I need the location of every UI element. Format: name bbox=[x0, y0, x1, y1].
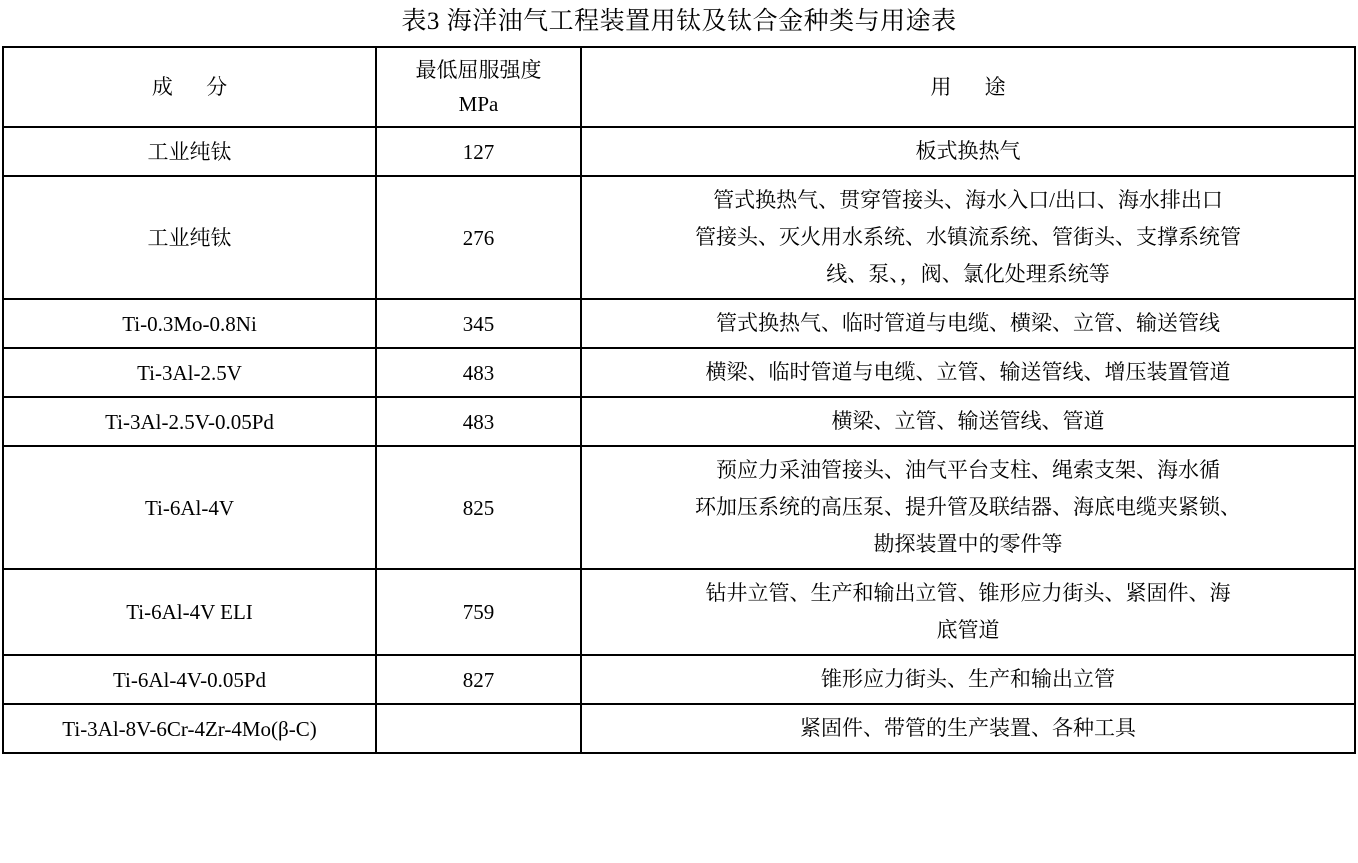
cell-usage bbox=[581, 348, 1355, 397]
cell-strength: 483 bbox=[376, 348, 581, 397]
cell-usage bbox=[581, 299, 1355, 348]
header-composition bbox=[3, 47, 376, 127]
titanium-alloy-table bbox=[2, 46, 1356, 754]
table-row bbox=[3, 127, 1355, 176]
table-row bbox=[3, 348, 1355, 397]
usage-line: 板式换热气 bbox=[915, 139, 1021, 163]
header-composition-label: 成 分 bbox=[151, 75, 242, 99]
cell-composition: Ti-3Al-8V-6Cr-4Zr-4Mo(β-C) bbox=[3, 704, 376, 753]
table-row bbox=[3, 176, 1355, 299]
table-row bbox=[3, 569, 1355, 655]
usage-line: 横梁、临时管道与电缆、立管、输送管线、增压装置管道 bbox=[705, 360, 1231, 384]
usage-line: 管接头、灭火用水系统、水镇流系统、管街头、支撑系统管 bbox=[695, 225, 1241, 249]
usage-line: 线、泵、，阀、氯化处理系统等 bbox=[826, 262, 1110, 286]
cell-composition: 工业纯钛 bbox=[3, 176, 376, 299]
usage-line: 横梁、立管、输送管线、管道 bbox=[831, 409, 1105, 433]
cell-composition: Ti-6Al-4V bbox=[3, 446, 376, 569]
usage-line: 环加压系统的高压泵、提升管及联结器、海底电缆夹紧锁、 bbox=[695, 495, 1241, 519]
usage-line: 管式换热气、临时管道与电缆、横梁、立管、输送管线 bbox=[716, 311, 1220, 335]
usage-line: 紧固件、带管的生产装置、各种工具 bbox=[800, 716, 1136, 740]
table-row bbox=[3, 397, 1355, 446]
cell-usage bbox=[581, 397, 1355, 446]
usage-line: 勘探装置中的零件等 bbox=[873, 532, 1063, 556]
cell-composition: Ti-3Al-2.5V-0.05Pd bbox=[3, 397, 376, 446]
header-yield-strength-line1: 最低屈服强度 bbox=[415, 58, 542, 82]
usage-line: 预应力采油管接头、油气平台支柱、绳索支架、海水循 bbox=[716, 458, 1220, 482]
cell-usage bbox=[581, 176, 1355, 299]
table-row bbox=[3, 446, 1355, 569]
cell-composition: Ti-6Al-4V ELI bbox=[3, 569, 376, 655]
usage-line: 底管道 bbox=[936, 618, 1000, 642]
table-row bbox=[3, 704, 1355, 753]
cell-composition: 工业纯钛 bbox=[3, 127, 376, 176]
cell-composition: Ti-6Al-4V-0.05Pd bbox=[3, 655, 376, 704]
cell-strength: 483 bbox=[376, 397, 581, 446]
usage-line: 锥形应力街头、生产和输出立管 bbox=[821, 667, 1115, 691]
cell-composition: Ti-3Al-2.5V bbox=[3, 348, 376, 397]
table-row bbox=[3, 655, 1355, 704]
cell-strength bbox=[376, 704, 581, 753]
header-yield-strength-unit: MPa bbox=[458, 92, 499, 116]
usage-line: 管式换热气、贯穿管接头、海水入口/出口、海水排出口 bbox=[713, 188, 1223, 212]
table-title: 表3 海洋油气工程装置用钛及钛合金种类与用途表 bbox=[401, 8, 957, 35]
table-row bbox=[3, 299, 1355, 348]
table-body bbox=[3, 47, 1355, 753]
cell-strength: 127 bbox=[376, 127, 581, 176]
cell-strength: 276 bbox=[376, 176, 581, 299]
cell-strength: 827 bbox=[376, 655, 581, 704]
cell-composition: Ti-0.3Mo-0.8Ni bbox=[3, 299, 376, 348]
cell-usage bbox=[581, 569, 1355, 655]
cell-usage bbox=[581, 127, 1355, 176]
cell-strength: 345 bbox=[376, 299, 581, 348]
table-header-row bbox=[3, 47, 1355, 127]
cell-strength: 759 bbox=[376, 569, 581, 655]
cell-strength: 825 bbox=[376, 446, 581, 569]
header-yield-strength bbox=[376, 47, 581, 127]
header-usage-label: 用 途 bbox=[930, 75, 1020, 99]
usage-line: 钻井立管、生产和输出立管、锥形应力街头、紧固件、海 bbox=[705, 581, 1231, 605]
cell-usage bbox=[581, 704, 1355, 753]
cell-usage bbox=[581, 655, 1355, 704]
header-usage bbox=[581, 47, 1355, 127]
cell-usage bbox=[581, 446, 1355, 569]
